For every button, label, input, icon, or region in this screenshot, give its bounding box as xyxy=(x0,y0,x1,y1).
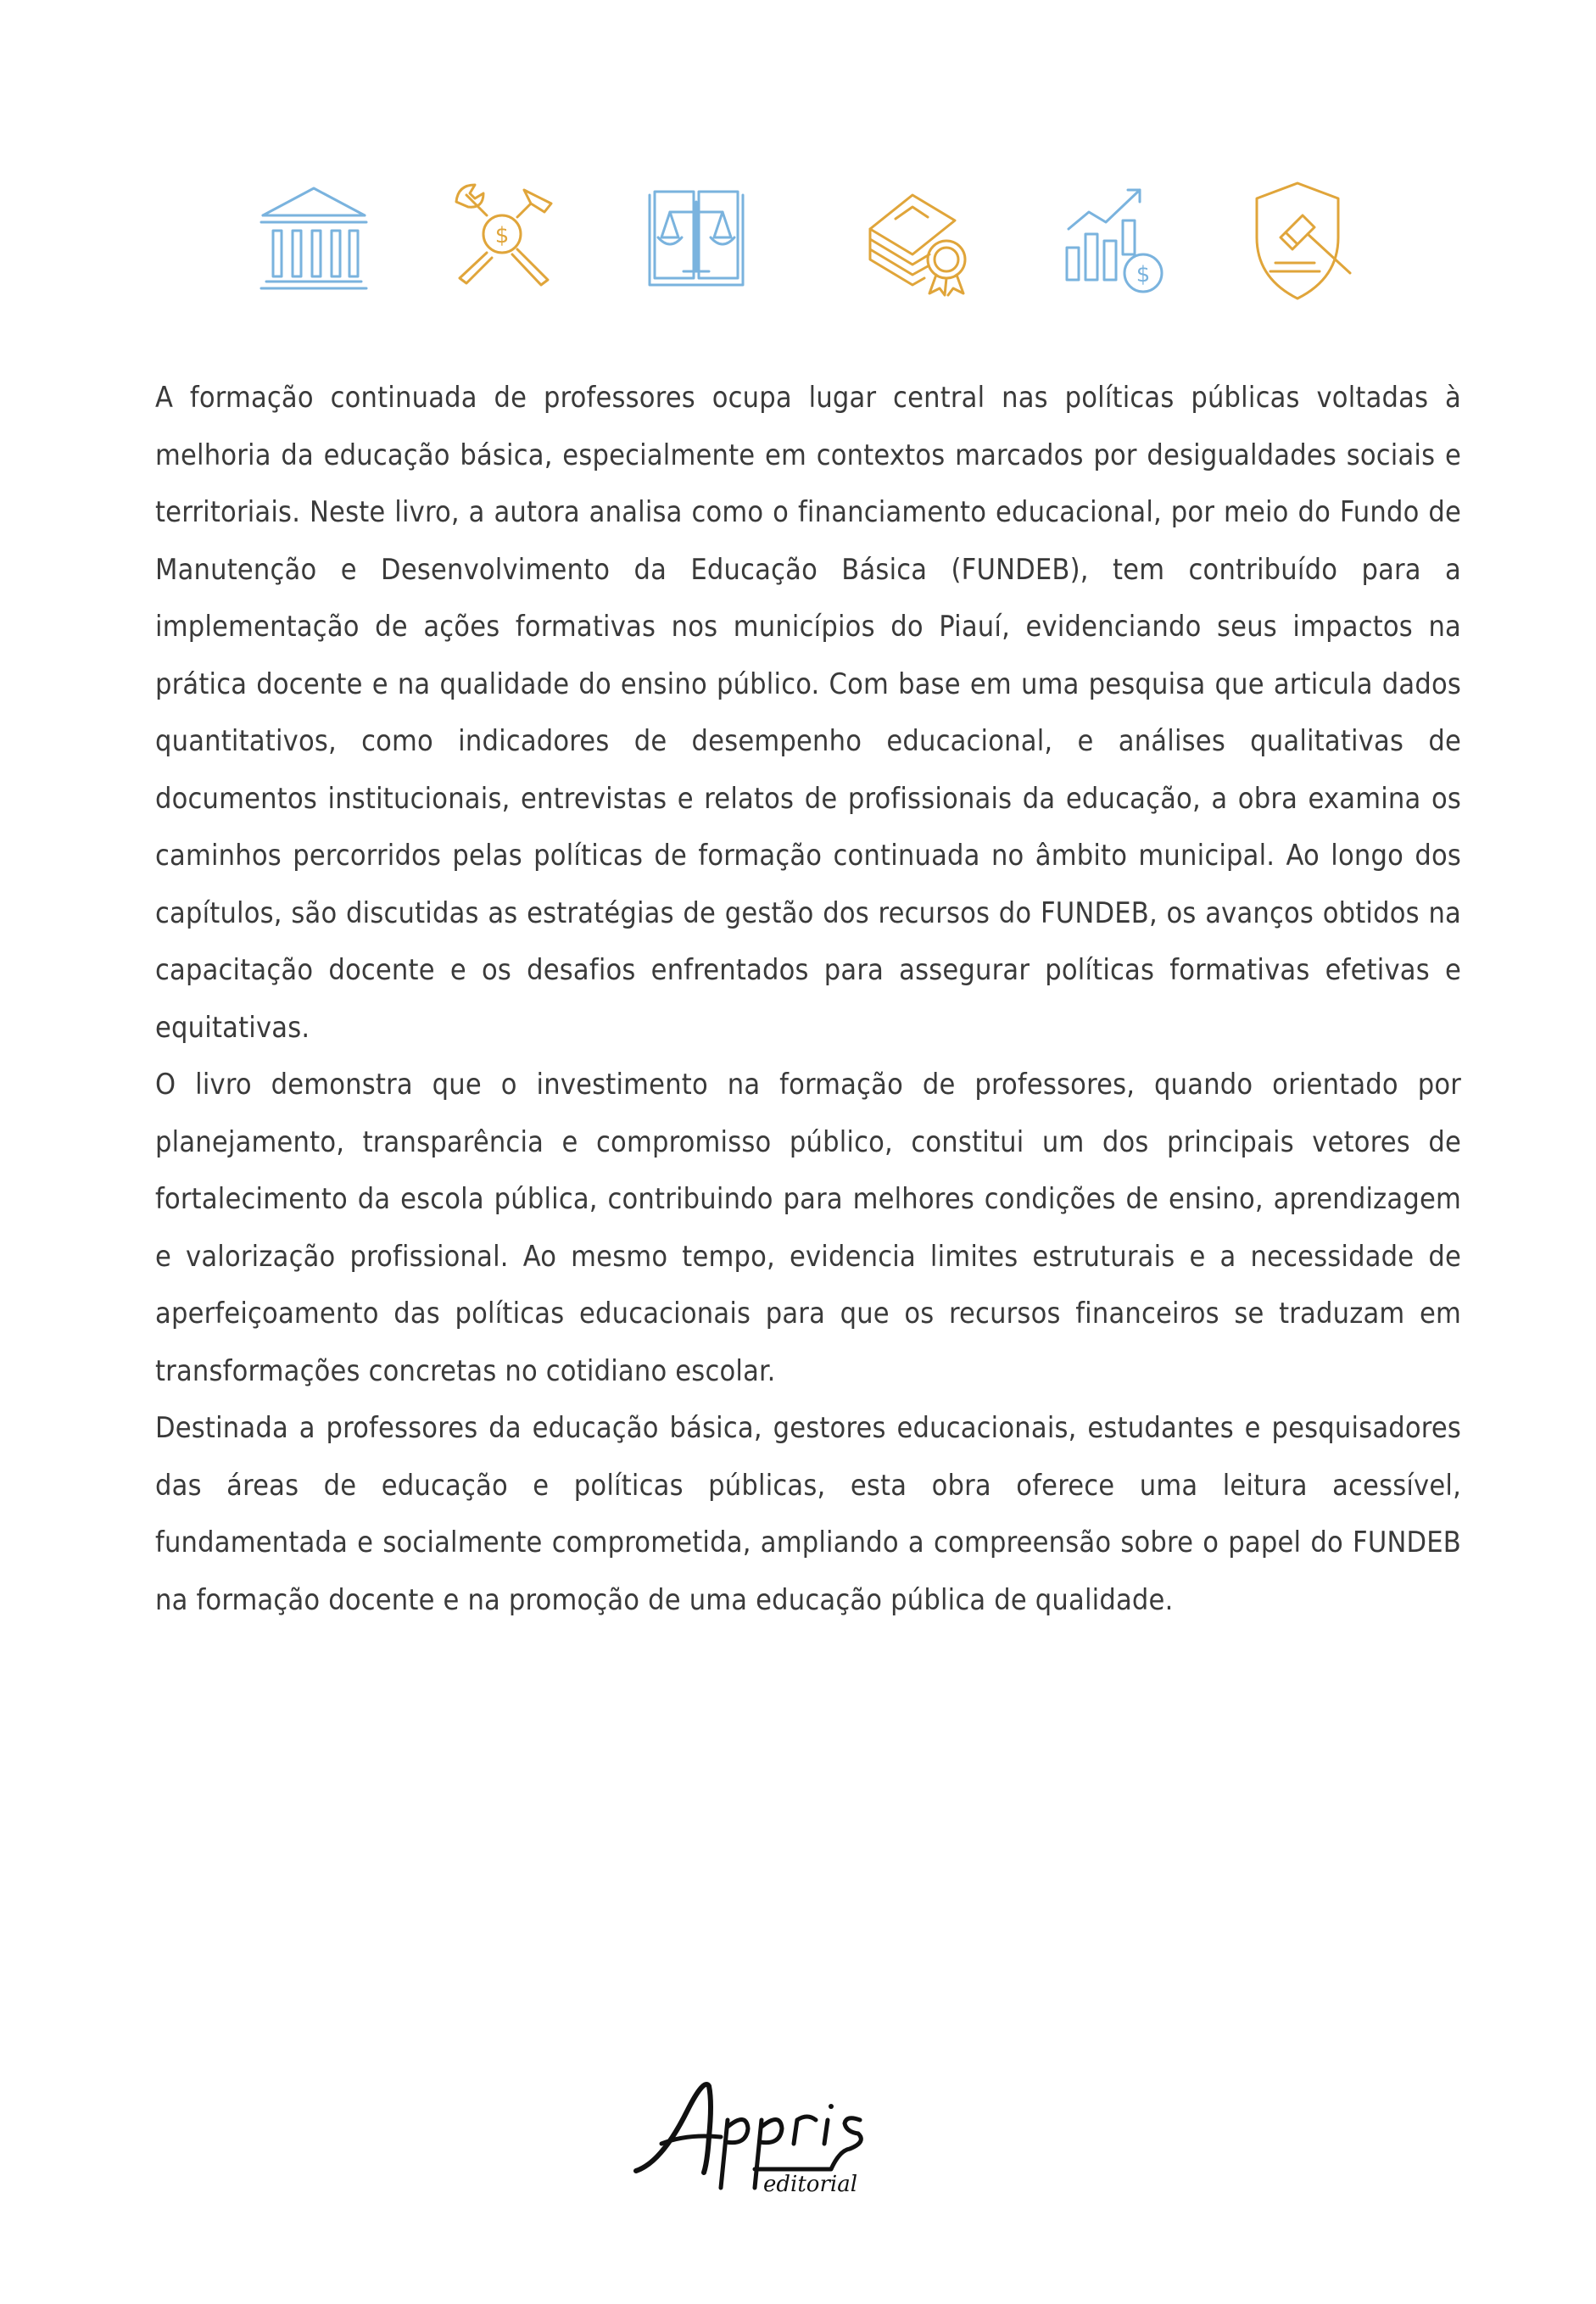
svg-text:$: $ xyxy=(494,223,510,248)
shield-gavel-icon xyxy=(1247,178,1357,305)
description-paragraph-3: Destinada a professores da educação básica, gestores educacionais, estudantes e pesquisadores das áreas de educação e políticas públicas, esta obra oferece uma leitura acessível, fundamentada e socialmente comprometida, ampliando a compreensão sobre o papel do FUNDEB na formação docente e na promoção de uma educação pública de qualidade. xyxy=(155,1411,1461,1617)
law-book-scales-icon xyxy=(641,178,751,297)
bank-building-icon xyxy=(254,178,373,297)
tools-coin-icon xyxy=(449,178,560,288)
icon-row xyxy=(254,178,1374,322)
description-paragraph-1: A formação continuada de professores ocupa lugar central nas políticas públicas voltadas à melhoria da educação básica, especialmente em contextos marcados por desigualdades sociais e territoriais. Neste livro, a autora analisa como o financiamento educacional, por meio do Fundo de Manutenção e Desenvolvimento da Educação Básica (FUNDEB), tem contribuído para a implementação de ações formativas nos municípios do Piauí, evidenciando seus impactos na prática docente e na qualidade do ensino público. Com base em uma pesquisa que articula dados quantitativos, como indicadores de desempenho educacional, e análises qualitativas de documentos institucionais, entrevistas e relatos de profissionais da educação, a obra examina os caminhos percorridos pelas políticas de formação continuada no âmbito municipal. Ao longo dos capítulos, são discutidas as estratégias de gestão dos recursos do FUNDEB, os avanços obtidos na capacitação docente e os desafios enfrentados para assegurar políticas formativas efetivas e equitativas. xyxy=(155,381,1461,1045)
svg-text:$: $ xyxy=(1136,262,1151,287)
appris-editorial-logo xyxy=(628,2061,916,2196)
logo-subtitle: editorial xyxy=(763,2172,858,2196)
description-paragraph-2: O livro demonstra que o investimento na formação de professores, quando orientado por planejamento, transparência e compromisso público, constitui um dos principais vetores de fortalecimento da escola pública, contribuindo para melhores condições de ensino, aprendizagem e valorização profissional. Ao mesmo tempo, evidencia limites estruturais e a necessidade de aperfeiçoamento das políticas educacionais para que os recursos financeiros se traduzam em transformações concretas no cotidiano escolar. xyxy=(155,1068,1461,1388)
book-description xyxy=(155,370,1461,1629)
growth-chart-dollar-icon xyxy=(1060,178,1170,297)
certificate-books-icon xyxy=(862,178,980,297)
